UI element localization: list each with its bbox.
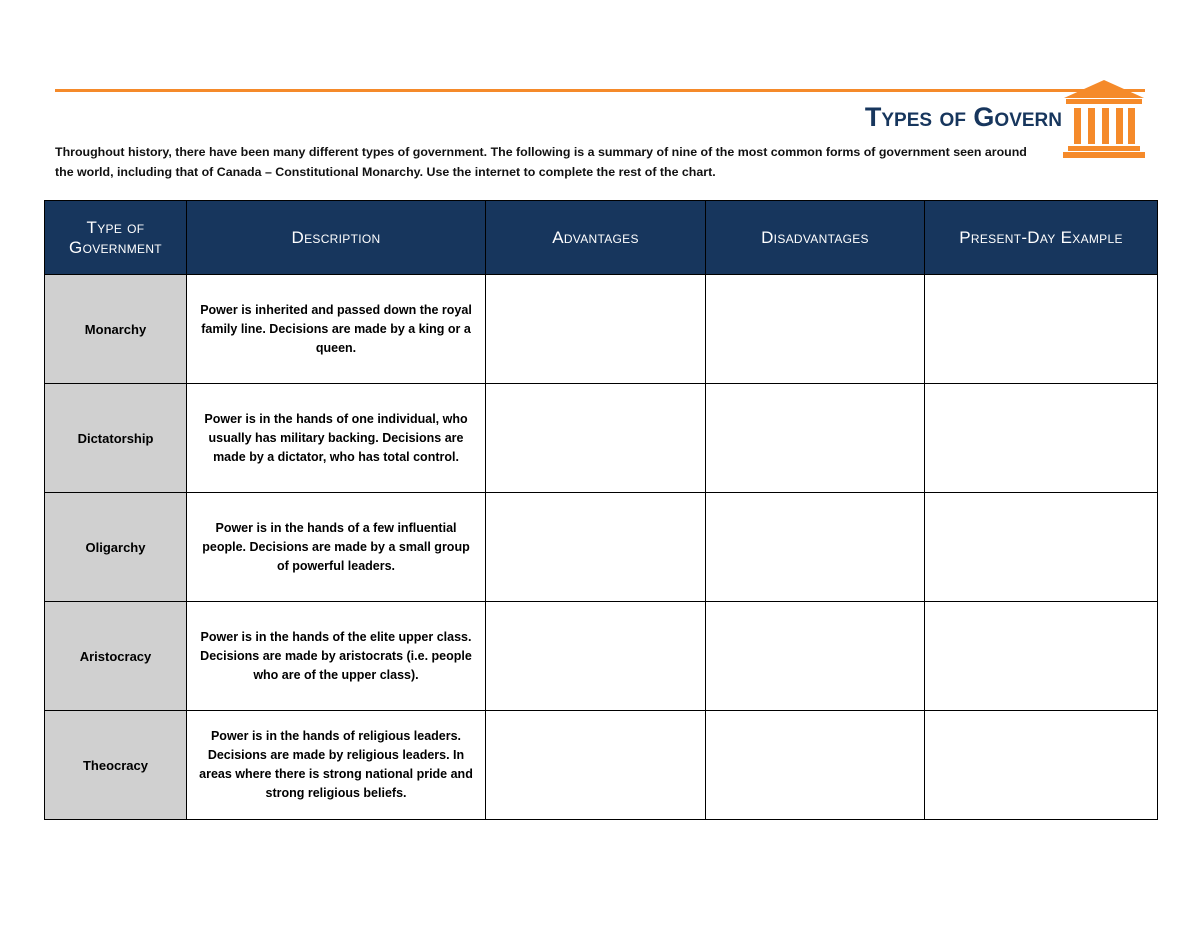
government-building-icon: [1062, 80, 1146, 158]
disadvantages-cell[interactable]: [706, 493, 925, 602]
type-cell: Monarchy: [45, 275, 187, 384]
type-cell: Aristocracy: [45, 602, 187, 711]
type-cell: Dictatorship: [45, 384, 187, 493]
column-header-description: Description: [187, 201, 486, 275]
intro-paragraph: Throughout history, there have been many different types of government. The following is a summary of nine of the most common forms of government seen around the world, including that of Canada – Constitutional Monarchy. Use the internet to complete the rest of the chart.: [55, 145, 1027, 179]
table-row: [45, 384, 1158, 493]
column-header-advantages: Advantages: [486, 201, 706, 275]
advantages-cell[interactable]: [486, 493, 706, 602]
table-row: [45, 711, 1158, 820]
table-row: [45, 275, 1158, 384]
description-cell: Power is in the hands of one individual, who usually has military backing. Decisions are made by a dictator, who has total control.: [187, 384, 486, 493]
column-header-disadvantages: Disadvantages: [706, 201, 925, 275]
disadvantages-cell[interactable]: [706, 602, 925, 711]
example-cell[interactable]: [925, 602, 1158, 711]
disadvantages-cell[interactable]: [706, 384, 925, 493]
example-cell[interactable]: [925, 384, 1158, 493]
column-header-example: Present-Day Example: [925, 201, 1158, 275]
type-cell: Oligarchy: [45, 493, 187, 602]
advantages-cell[interactable]: [486, 602, 706, 711]
example-cell[interactable]: [925, 711, 1158, 820]
column-header-type: Type of Government: [45, 201, 187, 275]
page-title: Types of Govern: [864, 102, 1062, 132]
description-cell: Power is inherited and passed down the royal family line. Decisions are made by a king or a queen.: [187, 275, 486, 384]
advantages-cell[interactable]: [486, 384, 706, 493]
government-types-table: [44, 200, 1158, 820]
disadvantages-cell[interactable]: [706, 275, 925, 384]
table-row: [45, 493, 1158, 602]
description-cell: Power is in the hands of religious leaders. Decisions are made by religious leaders. In areas where there is strong national pride and strong religious beliefs.: [187, 711, 486, 820]
type-cell: Theocracy: [45, 711, 187, 820]
advantages-cell[interactable]: [486, 711, 706, 820]
example-cell[interactable]: [925, 275, 1158, 384]
example-cell[interactable]: [925, 493, 1158, 602]
advantages-cell[interactable]: [486, 275, 706, 384]
description-cell: Power is in the hands of a few influential people. Decisions are made by a small group of powerful leaders.: [187, 493, 486, 602]
table-header-row: [45, 201, 1158, 275]
disadvantages-cell[interactable]: [706, 711, 925, 820]
orange-header-rule: [55, 89, 1145, 92]
table-row: [45, 602, 1158, 711]
description-cell: Power is in the hands of the elite upper class. Decisions are made by aristocrats (i.e. people who are of the upper class).: [187, 602, 486, 711]
